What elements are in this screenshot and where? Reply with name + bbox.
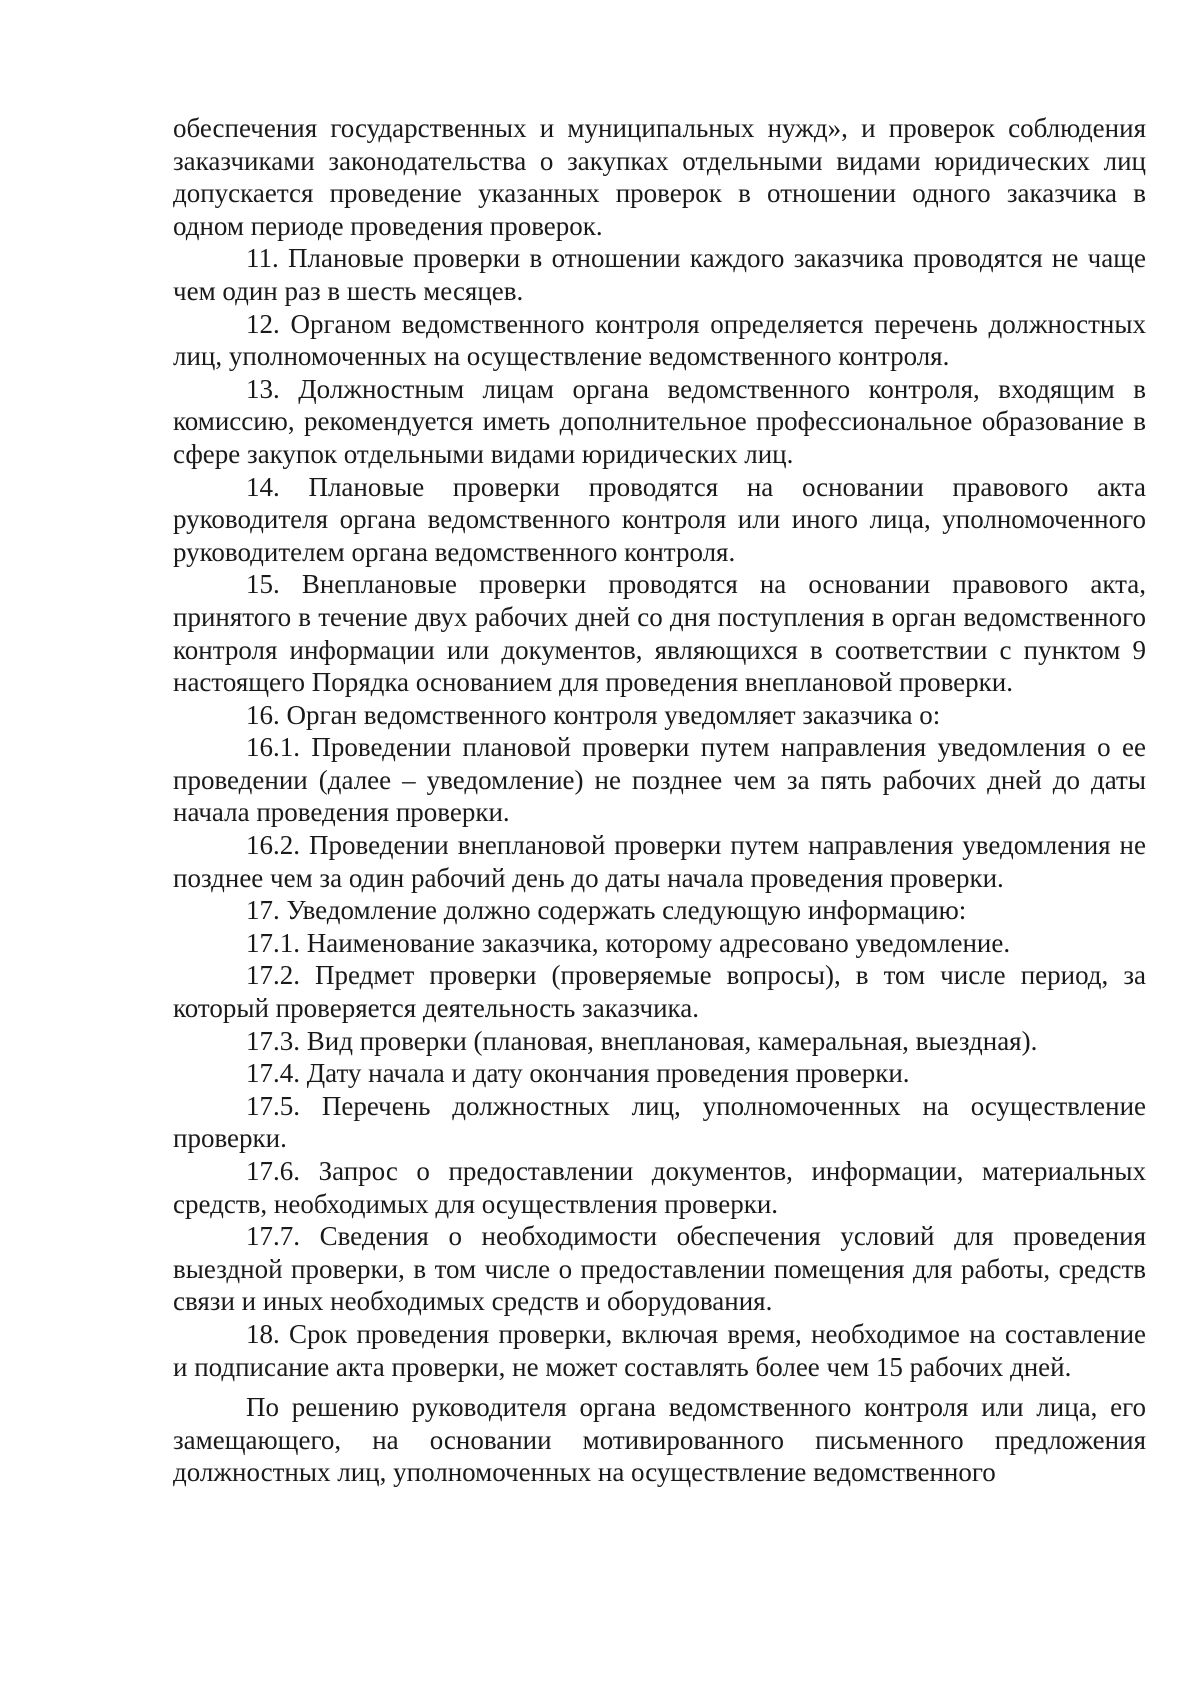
paragraph-11: 11. Плановые проверки в отношении каждого заказчика проводятся не чаще чем один раз в шесть месяцев. bbox=[173, 243, 1146, 306]
paragraph-17-6: 17.6. Запрос о предоставлении документов, информации, материальных средств, необходимых для осуществления проверки. bbox=[173, 1156, 1146, 1219]
paragraph-16-2: 16.2. Проведении внеплановой проверки путем направления уведомления не позднее чем за один рабочий день до даты начала проведения проверки. bbox=[173, 830, 1146, 893]
document-body bbox=[173, 112, 1146, 1489]
paragraph-17-5: 17.5. Перечень должностных лиц, уполномоченных на осуществление проверки. bbox=[173, 1090, 1146, 1154]
paragraph-14: 14. Плановые проверки проводятся на основании правового акта руководителя органа ведомственного контроля или иного лица, уполномоченного руководителем органа ведомственного контроля. bbox=[173, 471, 1146, 567]
paragraph-17-3: 17.3. Вид проверки (плановая, внеплановая, камеральная, выездная). bbox=[246, 1025, 1038, 1056]
paragraph-16-1: 16.1. Проведении плановой проверки путем направления уведомления о ее проведении (далее – уведомление) не позднее чем за пять рабочих дней до даты начала проведения проверки. bbox=[173, 732, 1146, 828]
paragraph-17-2: 17.2. Предмет проверки (проверяемые вопросы), в том числе период, за который проверяется деятельность заказчика. bbox=[173, 960, 1146, 1024]
paragraph-intro-continuation: обеспечения государственных и муниципальных нужд», и проверок соблюдения заказчиками законодательства о закупках отдельными видами юридических лиц допускается проведение указанных проверок в отношении одного заказчика в одном периоде проведения проверок. bbox=[173, 113, 1146, 241]
paragraph-17: 17. Уведомление должно содержать следующую информацию: bbox=[246, 895, 967, 926]
paragraph-16: 16. Орган ведомственного контроля уведомляет заказчика о: bbox=[246, 699, 941, 730]
paragraph-17-7: 17.7. Сведения о необходимости обеспечения условий для проведения выездной проверки, в том числе о предоставлении помещения для работы, средств связи и иных необходимых средств и оборудования. bbox=[173, 1221, 1146, 1317]
paragraph-15: 15. Внеплановые проверки проводятся на основании правового акта, принятого в течение двух рабочих дней со дня поступления в орган ведомственного контроля информации или документов, являющихся в соответствии с пунктом 9 настоящего Порядка основанием для проведения внеплановой проверки. bbox=[173, 569, 1146, 698]
paragraph-17-1: 17.1. Наименование заказчика, которому адресовано уведомление. bbox=[246, 927, 1011, 958]
paragraph-18: 18. Срок проведения проверки, включая время, необходимое на составление и подписание акта проверки, не может составлять более чем 15 рабочих дней. bbox=[173, 1318, 1146, 1382]
paragraph-17-4: 17.4. Дату начала и дату окончания проведения проверки. bbox=[246, 1058, 910, 1089]
paragraph-12: 12. Органом ведомственного контроля определяется перечень должностных лиц, уполномоченных на осуществление ведомственного контроля. bbox=[173, 308, 1146, 372]
paragraph-18-continuation: По решению руководителя органа ведомственного контроля или лица, его замещающего, на основании мотивированного письменного предложения должностных лиц, уполномоченных на осуществление ведомственного bbox=[173, 1392, 1146, 1488]
paragraph-13: 13. Должностным лицам органа ведомственного контроля, входящим в комиссию, рекомендуется иметь дополнительное профессиональное образование в сфере закупок отдельными видами юридических лиц. bbox=[173, 373, 1146, 469]
